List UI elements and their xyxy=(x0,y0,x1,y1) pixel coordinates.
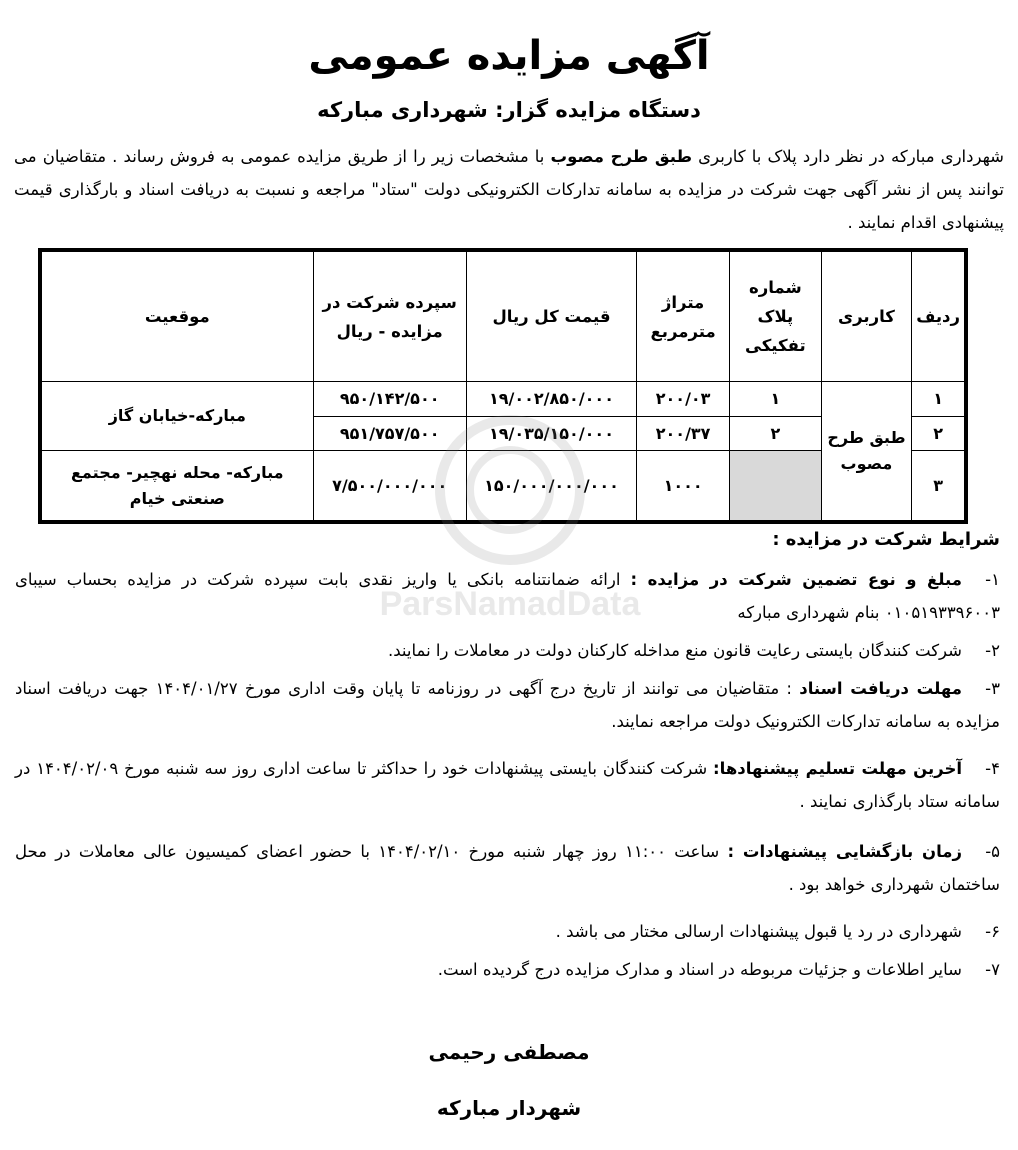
cell-row-no: ۱ xyxy=(912,382,966,417)
cell-usage: طبق طرح مصوب xyxy=(821,382,912,522)
cell-area: ۱۰۰۰ xyxy=(637,451,730,522)
header-price: قیمت کل ریال xyxy=(466,250,636,382)
header-location: موقعیت xyxy=(40,250,313,382)
watermark-text: ParsNamadData xyxy=(379,585,641,623)
header-plate: شماره پلاک تفکیکی xyxy=(730,250,822,382)
condition-item: ۱-مبلغ و نوع تضمین شرکت در مزایده : ارائه ضمانتنامه بانکی یا واریز نقدی بابت سپرده شرکت در مزایده بحساب سیبای ۰۱۰۵۱۹۳۳۹۶۰۰۳ بنام شهرداری مبارکه xyxy=(15,570,1000,622)
cell-row-no: ۳ xyxy=(912,451,966,522)
cell-plate: ۲ xyxy=(730,416,822,451)
table-row xyxy=(40,382,966,417)
condition-item: ۷-سایر اطلاعات و جزئیات مربوطه در اسناد و مدارک مزایده درج گردیده است. xyxy=(437,960,1000,979)
header-deposit: سپرده شرکت در مزایده - ریال xyxy=(313,250,466,382)
auction-table xyxy=(38,248,968,524)
conditions-title: شرایط شرکت در مزایده : xyxy=(772,529,1000,550)
page-title: آگهی مزایده عمومی xyxy=(308,33,710,79)
auctioneer-subtitle: دستگاه مزایده گزار: شهرداری مبارکه xyxy=(317,98,701,122)
intro-text-part2: با مشخصات زیر را از طریق مزایده عمومی به فروش رساند . متقاضیان می توانند پس از نشر آگهی جهت شرکت در مزایده به سامانه تدارکات الکترونیکی دولت "ستاد" مراجعه و نسبت به دریافت اسناد و بارگذاری قیمت پیشنهادی اقدام نمایند . xyxy=(14,147,1004,232)
cell-area: ۲۰۰/۰۳ xyxy=(637,382,730,417)
condition-item: ۳-مهلت دریافت اسناد : متقاضیان می توانند از تاریخ درج آگهی در روزنامه تا پایان وقت اداری مورخ ۱۴۰۴/۰۱/۲۷ جهت دریافت اسناد مزایده به سامانه تدارکات الکترونیک دولت مراجعه نمایند. xyxy=(15,679,1000,731)
cell-price: ۱۹/۰۳۵/۱۵۰/۰۰۰ xyxy=(466,416,636,451)
cell-row-no: ۲ xyxy=(912,416,966,451)
cell-price: ۱۵۰/۰۰۰/۰۰۰/۰۰۰ xyxy=(466,451,636,522)
signer-name: مصطفی رحیمی xyxy=(428,1040,590,1064)
cell-deposit: ۷/۵۰۰/۰۰۰/۰۰۰ xyxy=(313,451,466,522)
intro-bold-usage: طبق طرح مصوب xyxy=(550,147,693,166)
cell-deposit: ۹۵۰/۱۴۲/۵۰۰ xyxy=(313,382,466,417)
cell-plate: ۱ xyxy=(730,382,822,417)
intro-paragraph xyxy=(14,140,1004,239)
cell-location: مبارکه-خیابان گاز xyxy=(40,382,313,451)
header-usage: کاربری xyxy=(821,250,912,382)
cell-deposit: ۹۵۱/۷۵۷/۵۰۰ xyxy=(313,416,466,451)
condition-item: ۵-زمان بازگشایی پیشنهادات : ساعت ۱۱:۰۰ روز چهار شنبه مورخ ۱۴۰۴/۰۲/۱۰ با حضور اعضای کمیسیون عالی معاملات در محل ساختمان شهرداری خواهد بود . xyxy=(15,842,1001,894)
cell-location: مبارکه- محله نهچیر- مجتمع صنعتی خیام xyxy=(40,451,313,522)
header-area: متراژ مترمربع xyxy=(637,250,730,382)
cell-area: ۲۰۰/۳۷ xyxy=(637,416,730,451)
cell-plate-empty xyxy=(730,451,822,522)
condition-item: ۶-شهرداری در رد یا قبول پیشنهادات ارسالی مختار می باشد . xyxy=(555,922,1000,941)
table-header-row xyxy=(40,250,966,382)
cell-price: ۱۹/۰۰۲/۸۵۰/۰۰۰ xyxy=(466,382,636,417)
condition-item: ۴-آخرین مهلت تسلیم پیشنهادها: شرکت کنندگان بایستی پیشنهادات خود را حداکثر تا ساعت اداری روز سه شنبه مورخ ۱۴۰۴/۰۲/۰۹ در سامانه ستاد بارگذاری نمایند . xyxy=(15,759,1000,811)
header-row-no: ردیف xyxy=(912,250,966,382)
intro-text-part1: شهرداری مبارکه در نظر دارد پلاک با کاربری xyxy=(692,147,1005,166)
condition-item: ۲-شرکت کنندگان بایستی رعایت قانون منع مداخله کارکنان دولت در معاملات را نمایند. xyxy=(388,641,1000,660)
signer-role: شهردار مبارکه xyxy=(436,1096,582,1120)
